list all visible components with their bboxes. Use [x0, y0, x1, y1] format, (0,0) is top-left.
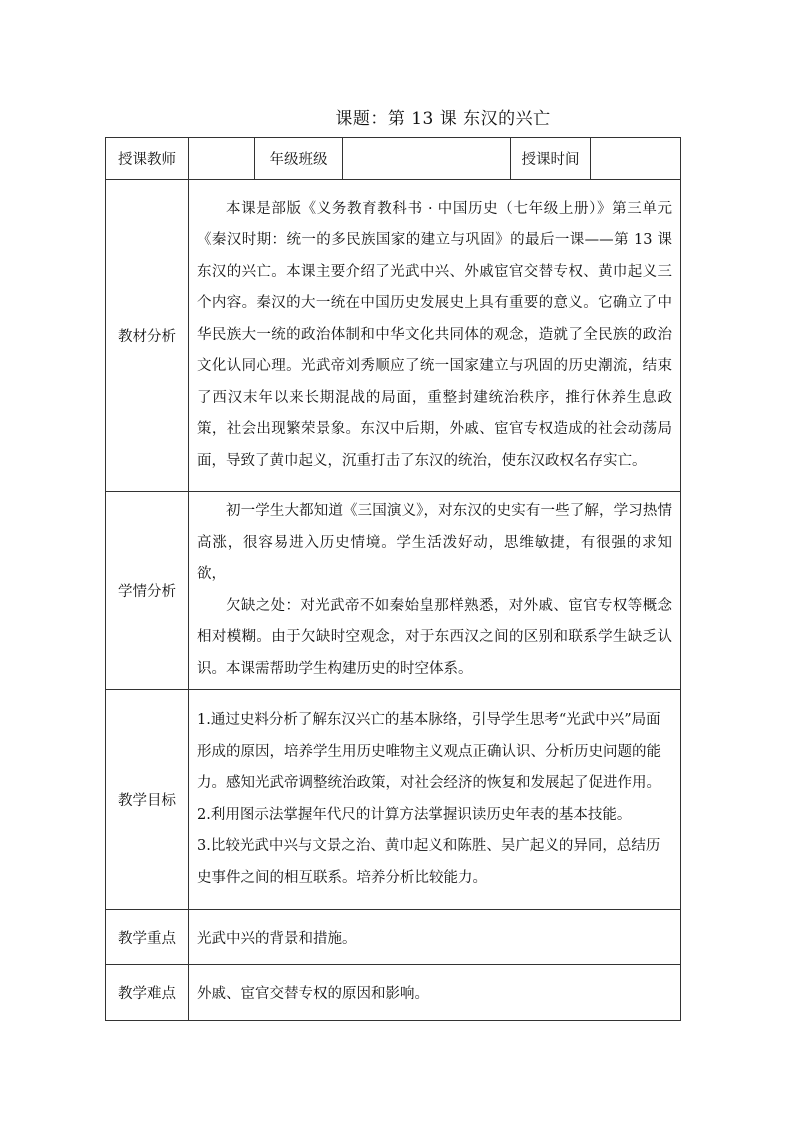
student-analysis-para-1: 初一学生大都知道《三国演义》，对东汉的史实有一些了解，学习热情高涨，很容易进入历史情境。学生活泼好动，思维敏捷，有很强的求知欲，: [197, 503, 672, 582]
textbook-analysis-text: 本课是部版《义务教育教科书 · 中国历史（七年级上册）》第三单元《秦汉时期：统一的多民族国家的建立与巩固》的最后一课——第 13 课东汉的兴亡。本课主要介绍了光武中兴、外戚宦官交替专权、黄巾起义三个内容。秦汉的大一统在中国历史发展史上具有重要的意义。它确立了中华民族大一统的政治体制和中华文化共同体的观念，造就了全民族的政治文化认同心理。光武帝刘秀顺应了统一国家建立与巩固的历史潮流，结束了西汉末年以来长期混战的局面，重整封建统治秩序，推行休养生息政策，社会出现繁荣景象。东汉中后期，外戚、宦官专权造成的社会动荡局面，导致了黄巾起义，沉重打击了东汉的统治，使东汉政权名存实亡。: [197, 200, 672, 469]
teacher-label: 授课教师: [106, 138, 189, 180]
student-analysis-label: 学情分析: [106, 492, 189, 690]
difficulties-text: 外戚、宦官交替专权的原因和影响。: [197, 986, 429, 1002]
time-label: 授课时间: [511, 138, 591, 180]
objectives-label: 教学目标: [106, 690, 189, 910]
lesson-title-text: 课题：第 13 课 东汉的兴亡: [335, 109, 551, 129]
textbook-analysis-cell: [189, 180, 681, 492]
objectives-row: [106, 690, 681, 910]
difficulties-row: [106, 965, 681, 1021]
time-value-cell: [591, 138, 681, 180]
key-points-row: [106, 910, 681, 965]
difficulties-label: 教学难点: [106, 965, 189, 1021]
student-analysis-cell: [189, 492, 681, 690]
textbook-analysis-row: [106, 180, 681, 492]
textbook-analysis-label: 教材分析: [106, 180, 189, 492]
lesson-plan-table: [105, 137, 681, 1021]
key-points-text: 光武中兴的背景和措施。: [197, 930, 357, 947]
class-label: 年级班级: [255, 138, 343, 180]
student-analysis-para-2: 欠缺之处：对光武帝不如秦始皇那样熟悉，对外戚、宦官专权等概念相对模糊。由于欠缺时空观念，对于东西汉之间的区别和联系学生缺乏认识。本课需帮助学生构建历史的时空体系。: [197, 597, 672, 677]
objectives-cell: [189, 690, 681, 910]
objective-item: 2.利用图示法掌握年代尺的计算方法掌握识读历史年表的基本技能。: [197, 806, 632, 823]
header-row: [106, 138, 681, 180]
objective-item: 3.比较光武中兴与文景之治、黄巾起义和陈胜、吴广起义的异同，总结历史事件之间的相互联系。培养分析比较能力。: [197, 838, 661, 886]
teacher-value-cell: [189, 138, 255, 180]
difficulties-cell: [189, 965, 681, 1021]
key-points-cell: [189, 910, 681, 965]
lesson-title: [0, 104, 794, 129]
student-analysis-row: [106, 492, 681, 690]
key-points-label: 教学重点: [106, 910, 189, 965]
class-value-cell: [343, 138, 511, 180]
objective-item: 1.通过史料分析了解东汉兴亡的基本脉络，引导学生思考“光武中兴”局面形成的原因，培养学生用历史唯物主义观点正确认识、分析历史问题的能力。感知光武帝调整统治政策，对社会经济的恢复和发展起了促进作用。: [197, 712, 661, 791]
